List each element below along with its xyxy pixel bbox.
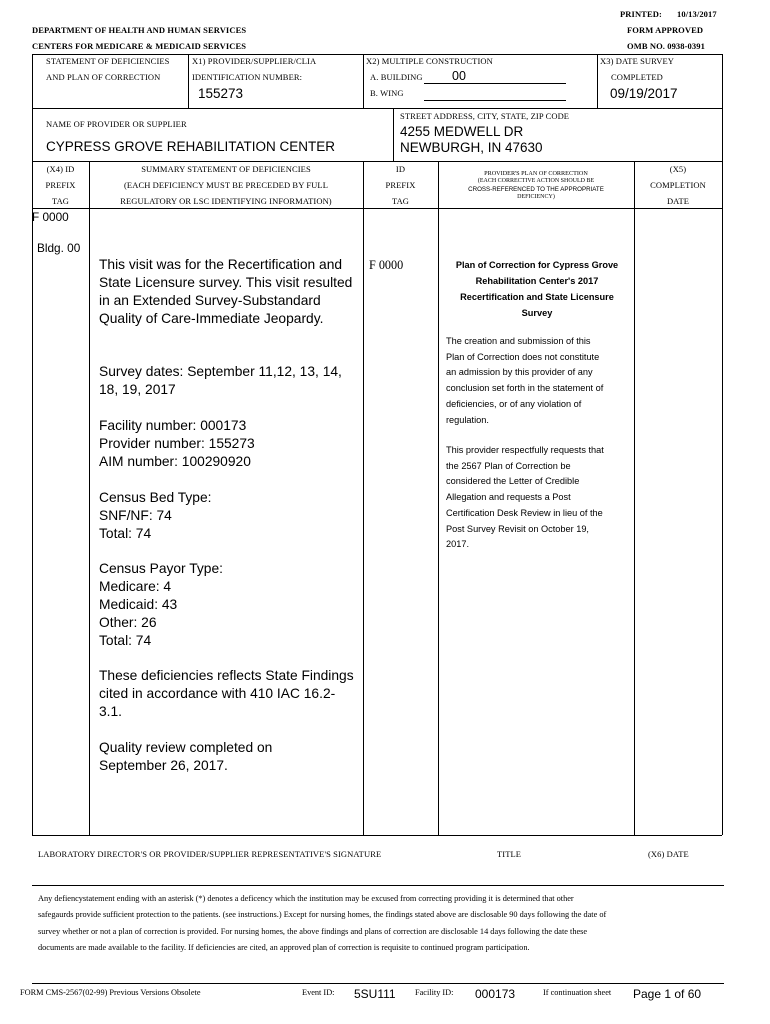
- completed-label: COMPLETED: [611, 72, 663, 82]
- rule: [32, 208, 722, 209]
- provider-name-label: NAME OF PROVIDER OR SUPPLIER: [46, 119, 187, 129]
- signature-label: LABORATORY DIRECTOR'S OR PROVIDER/SUPPLIER REPRESENTATIVE'S SIGNATURE: [38, 849, 382, 859]
- facility-id-label: Facility ID:: [415, 988, 454, 997]
- rule: [363, 161, 364, 835]
- visit-description: This visit was for the Recertification and State Licensure survey. This visit resulted in an Extended Survey-Substandard Quality of Care-Immediate Jeopardy.: [99, 257, 353, 326]
- provider-number: Provider number: 155273: [99, 436, 255, 451]
- payor-total: Total: 74: [99, 633, 152, 648]
- plan-of-correction-request: This provider respectfully requests that the 2567 Plan of Correction be considered the Letter of Credible Allegation and requests a Post Certification Desk Review in lieu of the Post Survey Revisit on October 19, 2017.: [446, 445, 604, 550]
- summary-header-1: SUMMARY STATEMENT OF DEFICIENCIES: [141, 164, 311, 174]
- id-label: ID: [395, 164, 406, 174]
- facility-id-value: 000173: [475, 987, 516, 1001]
- right-tag: F 0000: [369, 258, 404, 272]
- x4-tag-label: TAG: [51, 196, 70, 206]
- date-survey-label: X3) DATE SURVEY: [600, 56, 675, 66]
- aim-number: AIM number: 100290920: [99, 454, 251, 469]
- building-number: Bldg. 00: [37, 241, 81, 255]
- rule: [722, 54, 723, 108]
- date-label: DATE: [666, 196, 690, 206]
- rule: [32, 161, 722, 162]
- rule: [438, 161, 439, 835]
- summary-header-2: (EACH DEFICIENCY MUST BE PRECEDED BY FULL: [123, 180, 329, 190]
- event-id-label: Event ID:: [302, 988, 335, 997]
- rule: [188, 54, 189, 108]
- wing-underline: [424, 100, 566, 101]
- facility-number: Facility number: 000173: [99, 418, 247, 433]
- title-label: TITLE: [497, 849, 522, 859]
- census-bed-type: Census Bed Type:: [99, 490, 212, 505]
- plan-of-correction-title: Plan of Correction for Cypress Grove Rehabilitation Center's 2017 Recertification and State Licensure Survey: [455, 260, 619, 318]
- building-value: 00: [452, 69, 466, 83]
- bed-total: Total: 74: [99, 526, 152, 541]
- rule: [634, 161, 635, 835]
- event-id-value: 5SU111: [354, 987, 396, 1001]
- plan-of-correction-disclaimer: The creation and submission of this Plan of Correction does not constitute an admission by this provider of any conclusion set forth in the statement of deficiencies, or of any violation of regulation.: [446, 336, 604, 425]
- page-number: Page 1 of 60: [633, 987, 702, 1001]
- poc-header-1: PROVIDER'S PLAN OF CORRECTION: [484, 170, 588, 177]
- building-label: A. BUILDING: [370, 72, 423, 82]
- left-tag: F 0000: [32, 210, 69, 224]
- rule: [363, 54, 364, 108]
- rule: [32, 54, 33, 108]
- census-payor-type: Census Payor Type:: [99, 561, 223, 576]
- address-line-1: 4255 MEDWELL DR: [400, 124, 524, 139]
- completion-label: COMPLETION: [650, 180, 706, 190]
- form-approved: FORM APPROVED: [627, 25, 704, 35]
- printed-label: PRINTED:: [620, 9, 662, 19]
- x4-id-label: (X4) ID: [46, 164, 75, 174]
- rule: [32, 54, 722, 55]
- rule: [722, 161, 723, 835]
- rule: [32, 108, 33, 161]
- address-label: STREET ADDRESS, CITY, STATE, ZIP CODE: [400, 111, 570, 121]
- rule: [32, 835, 722, 836]
- rule: [597, 54, 598, 108]
- statement-label-2: AND PLAN OF CORRECTION: [46, 72, 161, 82]
- provider-name-value: CYPRESS GROVE REHABILITATION CENTER: [46, 139, 336, 154]
- x4-prefix-label: PREFIX: [45, 180, 76, 190]
- agency-name: CENTERS FOR MEDICARE & MEDICAID SERVICES: [32, 41, 247, 51]
- disclosure-note: Any defiencystatement ending with an asterisk (*) denotes a deficency which the institution may be excused from correcting providing it is determined that other safegaurds provide sufficient protection to the patients. (see instructions.) Except for nursing homes, the findings stated above are disclosable 90 days following the date of survey whether or not a plan of correction is provided. For nursing homes, the above findings and plans of correction are disclosable 14 days following the date these documents are made available to the facility. If deficiencies are cited, an approved plan of correction is requisite to continued program participation.: [38, 894, 607, 952]
- poc-header-2: (EACH CORRECTIVE ACTION SHOULD BE: [477, 178, 595, 184]
- continuation-label: If continuation sheet: [543, 988, 612, 997]
- poc-header-3: CROSS-REFERENCED TO THE APPROPRIATE: [468, 186, 604, 193]
- other-count: Other: 26: [99, 615, 157, 630]
- omb-number: OMB NO. 0938-0391: [627, 41, 705, 51]
- building-underline: [424, 83, 566, 84]
- statement-label-1: STATEMENT OF DEFICIENCIES: [46, 56, 170, 66]
- x6-date-label: (X6) DATE: [648, 849, 689, 859]
- address-line-2: NEWBURGH, IN 47630: [400, 140, 543, 155]
- poc-header-4: DEFICIENCY): [517, 194, 555, 200]
- rule: [722, 108, 723, 161]
- multiple-construction-label: X2) MULTIPLE CONSTRUCTION: [366, 56, 493, 66]
- rule: [32, 983, 724, 984]
- medicare-count: Medicare: 4: [99, 579, 172, 594]
- quality-review: Quality review completed on September 26, 2017.: [99, 740, 273, 773]
- snf-nf-count: SNF/NF: 74: [99, 508, 172, 523]
- provider-id-value: 155273: [198, 86, 244, 101]
- rule: [32, 108, 722, 109]
- rule: [32, 885, 724, 886]
- rule: [32, 161, 33, 835]
- prefix-label: PREFIX: [385, 180, 416, 190]
- state-findings: These deficiencies reflects State Findings cited in accordance with 410 IAC 16.2-3.1.: [99, 668, 354, 719]
- provider-id-label-2: IDENTIFICATION NUMBER:: [192, 72, 303, 82]
- wing-label: B. WING: [370, 88, 404, 98]
- rule: [393, 108, 394, 161]
- printed-date: 10/13/2017: [677, 9, 717, 19]
- department-name: DEPARTMENT OF HEALTH AND HUMAN SERVICES: [32, 25, 247, 35]
- survey-date-value: 09/19/2017: [610, 86, 678, 101]
- medicaid-count: Medicaid: 43: [99, 597, 178, 612]
- tag-label: TAG: [391, 196, 410, 206]
- rule: [89, 161, 90, 835]
- form-id: FORM CMS-2567(02-99) Previous Versions Obsolete: [20, 988, 201, 997]
- provider-id-label-1: X1) PROVIDER/SUPPLIER/CLIA: [192, 56, 317, 66]
- survey-dates: Survey dates: September 11,12, 13, 14, 18, 19, 2017: [99, 364, 342, 397]
- x5-label: (X5): [669, 164, 687, 174]
- summary-header-3: REGULATORY OR LSC IDENTIFYING INFORMATION): [120, 196, 332, 206]
